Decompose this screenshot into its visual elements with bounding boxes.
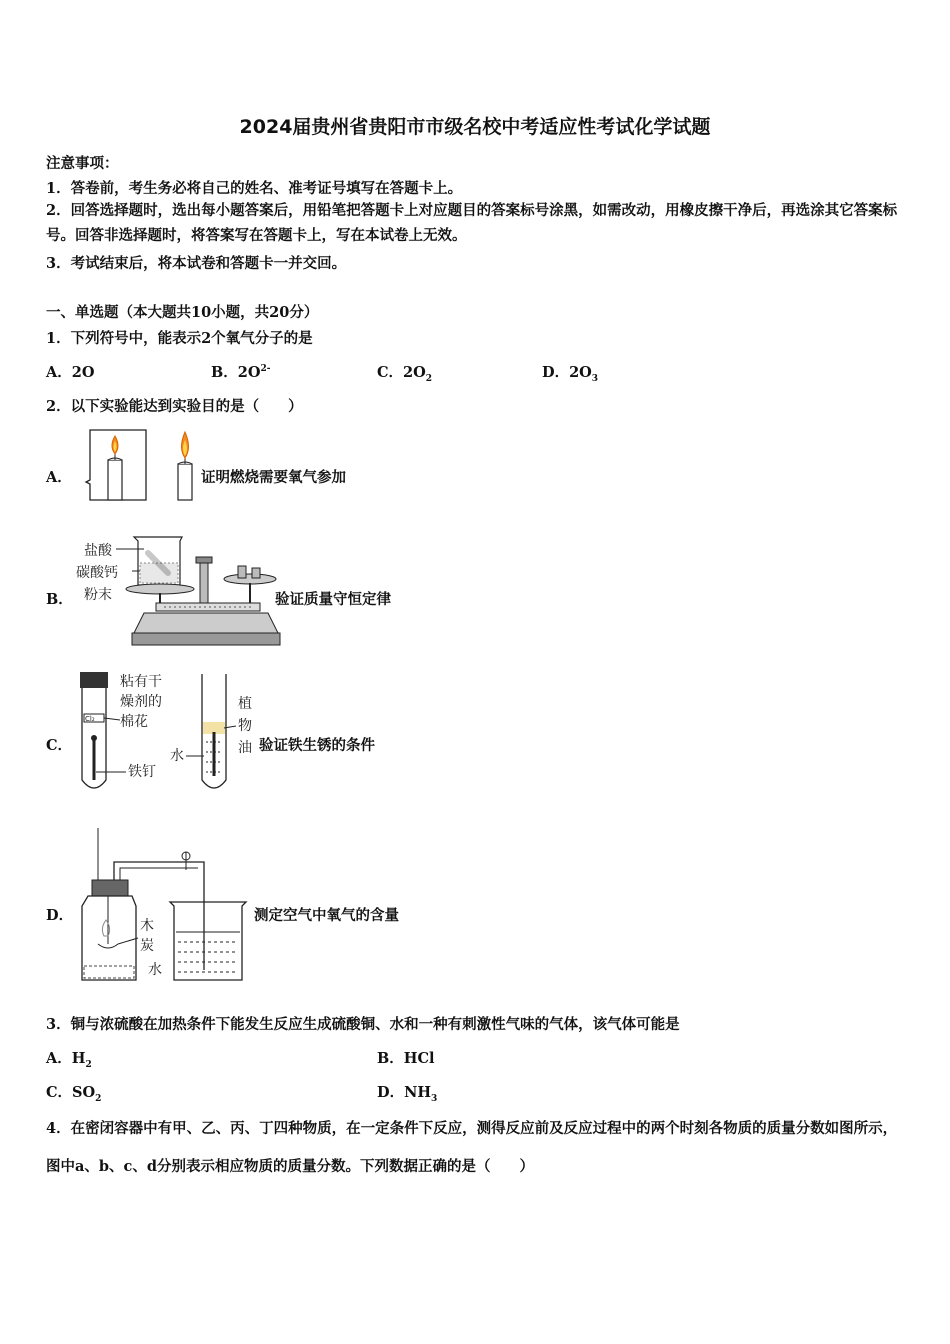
q2-b-caption: 验证质量守恒定律 xyxy=(275,591,391,608)
label-water: 水 xyxy=(170,748,184,764)
q2-a-letter: A． xyxy=(46,469,72,486)
q3-stem: 3．铜与浓硫酸在加热条件下能发生反应生成硫酸铜、水和一种有刺激性气味的气体，该气体可能是 xyxy=(46,1016,680,1033)
page-title: 2024届贵州省贵阳市市级名校中考适应性考试化学试题 xyxy=(239,116,711,138)
candle-experiment-figure xyxy=(84,426,204,506)
q1-option-d: D．$2O_3$ xyxy=(542,364,599,384)
q2-d-caption: 测定空气中氧气的含量 xyxy=(254,907,399,924)
label-oil-3: 油 xyxy=(238,740,252,756)
label-iron-nail: 铁钉 xyxy=(128,764,156,780)
q1-option-b: B．$2O^{2-}$ xyxy=(211,364,271,381)
notice-item-2: 2．回答选择题时，选出每小题答案后，用铅笔把答题卡上对应题目的答案标号涂黑，如需改动，用橡皮擦干净后，再选涂其它答案标号。回答非选择题时，将答案写在答题卡上，写在本试卷上无效。 xyxy=(46,202,898,244)
q1-option-a: A．2O xyxy=(46,364,95,381)
label-charcoal-2: 炭 xyxy=(140,938,154,954)
q3-option-a: A．$H_2$ xyxy=(46,1050,92,1070)
q1-option-c: C．$2O_2$ xyxy=(377,364,433,384)
label-oil-2: 物 xyxy=(238,718,252,734)
q2-a-caption: 证明燃烧需要氧气参加 xyxy=(201,469,346,486)
section-heading: 一、单选题（本大题共10小题，共20分） xyxy=(46,304,319,321)
q3-option-c: C．$SO_2$ xyxy=(46,1084,102,1104)
oxygen-content-experiment-figure xyxy=(74,826,254,988)
q2-c-caption: 验证铁生锈的条件 xyxy=(259,737,375,754)
label-hydrochloric-acid: 盐酸 xyxy=(84,543,112,559)
q3-option-d: D．$NH_3$ xyxy=(377,1084,438,1104)
svg-text:Cl₂: Cl₂ xyxy=(85,715,95,723)
label-cotton-line3: 棉花 xyxy=(120,714,148,730)
q2-stem: 2．以下实验能达到实验目的是（ ） xyxy=(46,398,303,415)
q3-option-b: B．HCl xyxy=(377,1050,435,1067)
notice-item-3: 3．考试结束后，将本试卷和答题卡一并交回。 xyxy=(46,255,347,272)
iron-rust-experiment-figure xyxy=(74,668,264,798)
label-charcoal-1: 木 xyxy=(140,918,154,934)
q4-stem: 4．在密闭容器中有甲、乙、丙、丁四种物质，在一定条件下反应，测得反应前及反应过程中的两个时刻各物质的质量分数如图所示，图中a、b、c、d分别表示相应物质的质量分数。下列数据正确的是（ ） xyxy=(46,1120,898,1175)
notice-item-1: 1．答卷前，考生务必将自己的姓名、准考证号填写在答题卡上。 xyxy=(46,180,463,197)
notice-heading: 注意事项： xyxy=(46,155,119,172)
label-oil-1: 植 xyxy=(238,696,252,712)
label-cotton-line2: 燥剂的 xyxy=(120,694,162,710)
q2-c-letter: C． xyxy=(46,737,73,754)
label-water: 水 xyxy=(148,962,162,978)
balance-experiment-figure xyxy=(72,533,282,651)
label-calcium-carbonate: 碳酸钙 xyxy=(76,565,118,581)
label-powder: 粉末 xyxy=(84,587,112,603)
q2-b-letter: B． xyxy=(46,591,73,608)
label-cotton-line1: 粘有干 xyxy=(120,674,162,690)
q2-d-letter: D． xyxy=(46,907,74,924)
q1-stem: 1．下列符号中，能表示2个氧气分子的是 xyxy=(46,330,313,347)
